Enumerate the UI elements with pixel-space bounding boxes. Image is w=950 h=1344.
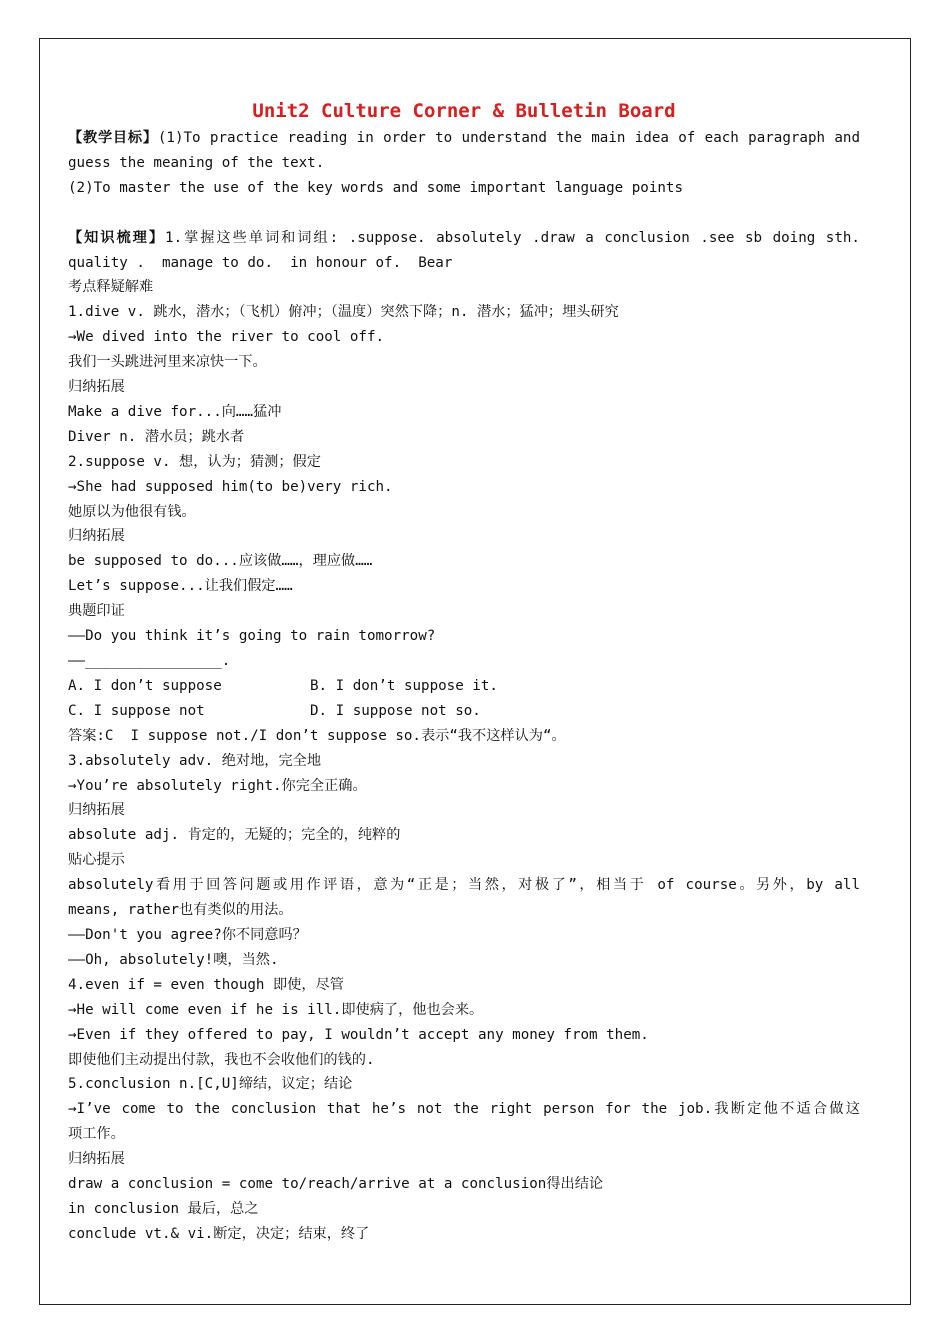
- text-line: 2.suppose v. 想，认为；猜测；假定: [68, 453, 321, 470]
- text-line: draw a conclusion = come to/reach/arrive at a conclusion得出结论: [68, 1176, 604, 1193]
- text-line: Make a dive for...向……猛冲: [68, 403, 282, 420]
- text-line: Let’s suppose...让我们假定……: [68, 578, 293, 595]
- text-line: 归纳拓展: [68, 802, 125, 819]
- goals-line-3: (2)To master the use of the key words and some important language points: [68, 179, 683, 196]
- blank-line: [68, 201, 860, 226]
- text-line: in conclusion 最后，总之: [68, 1200, 259, 1217]
- text-line: 考点释疑解难: [68, 279, 154, 296]
- text-line: 1.dive v. 跳水，潜水；（飞机）俯冲；（温度）突然下降；n. 潜水；猛冲；埋头研究: [68, 304, 619, 321]
- text-line: be supposed to do...应该做……，理应做……: [68, 553, 373, 570]
- text-line: 4.even if = even though 即使，尽管: [68, 976, 344, 993]
- text-line: ——Do you think it’s going to rain tomorrow?: [68, 628, 436, 645]
- text-line: conclude vt.& vi.断定，决定；结束，终了: [68, 1225, 370, 1242]
- goals-line-1: 【教学目标】(1)To practice reading in order to understand the main idea of each paragraph and: [68, 130, 860, 146]
- text-line: →Even if they offered to pay, I wouldn’t accept any money from them.: [68, 1026, 649, 1043]
- goals-line-2: guess the meaning of the text.: [68, 154, 325, 171]
- text-line: 归纳拓展: [68, 379, 125, 396]
- text-line: 她原以为他很有钱。: [68, 503, 196, 520]
- option-a: A. I don’t suppose: [68, 677, 222, 694]
- text-line: 3.absolutely adv. 绝对地，完全地: [68, 752, 322, 769]
- example-line-1: →I’ve come to the conclusion that he’s not the right person for the job.我断定他不适合做这: [68, 1101, 860, 1118]
- knowledge-label: 【知识梳理】: [68, 229, 166, 246]
- option-c: C. I suppose not: [68, 702, 205, 719]
- text-line: 归纳拓展: [68, 528, 125, 545]
- text-line: 我们一头跳进河里来凉快一下。: [68, 354, 267, 371]
- text-line: →You’re absolutely right.你完全正确。: [68, 777, 367, 794]
- text-line: ——Don't you agree?你不同意吗？: [68, 926, 307, 943]
- text-line: Diver n. 潜水员；跳水者: [68, 428, 245, 445]
- goals-label: 【教学目标】: [68, 130, 158, 146]
- example-line-2: 项工作。: [68, 1126, 125, 1143]
- text-line: →We dived into the river to cool off.: [68, 329, 385, 346]
- text-line: →She had supposed him(to be)very rich.: [68, 478, 393, 495]
- text-line: 归纳拓展: [68, 1151, 125, 1168]
- knowledge-line-1: 【知识梳理】1.掌握这些单词和词组: .suppose. absolutely .draw a conclusion .see sb doing sth.: [68, 229, 860, 246]
- text-line: ——________________.: [68, 653, 231, 670]
- text-line: 5.conclusion n.[C,U]缔结，议定；结论: [68, 1076, 353, 1093]
- note-line-1: absolutely看用于回答问题或用作评语，意为“正是；当然，对极了”，相当于 of course。另外，by all: [68, 877, 860, 894]
- note-line-2: means, rather也有类似的用法。: [68, 902, 293, 919]
- text-line: 典题印证: [68, 603, 125, 620]
- text-line: 答案:C I suppose not./I don’t suppose so.表示“我不这样认为“。: [68, 727, 566, 744]
- text-line: 即使他们主动提出付款，我也不会收他们的钱的.: [68, 1051, 375, 1068]
- text-line: 贴心提示: [68, 852, 125, 869]
- options-row-2: [68, 699, 860, 724]
- knowledge-line-2: quality . manage to do. in honour of. Bear: [68, 254, 453, 271]
- option-b: B. I don’t suppose it.: [310, 677, 498, 694]
- text-line: →He will come even if he is ill.即使病了，他也会来。: [68, 1001, 484, 1018]
- options-row-1: [68, 674, 860, 699]
- document-title: Unit2 Culture Corner & Bulletin Board: [252, 100, 676, 122]
- option-d: D. I suppose not so.: [310, 702, 481, 719]
- text-line: ——Oh, absolutely!噢，当然.: [68, 951, 279, 968]
- document-body: [68, 96, 860, 1247]
- text-line: absolute adj. 肯定的，无疑的；完全的，纯粹的: [68, 827, 401, 844]
